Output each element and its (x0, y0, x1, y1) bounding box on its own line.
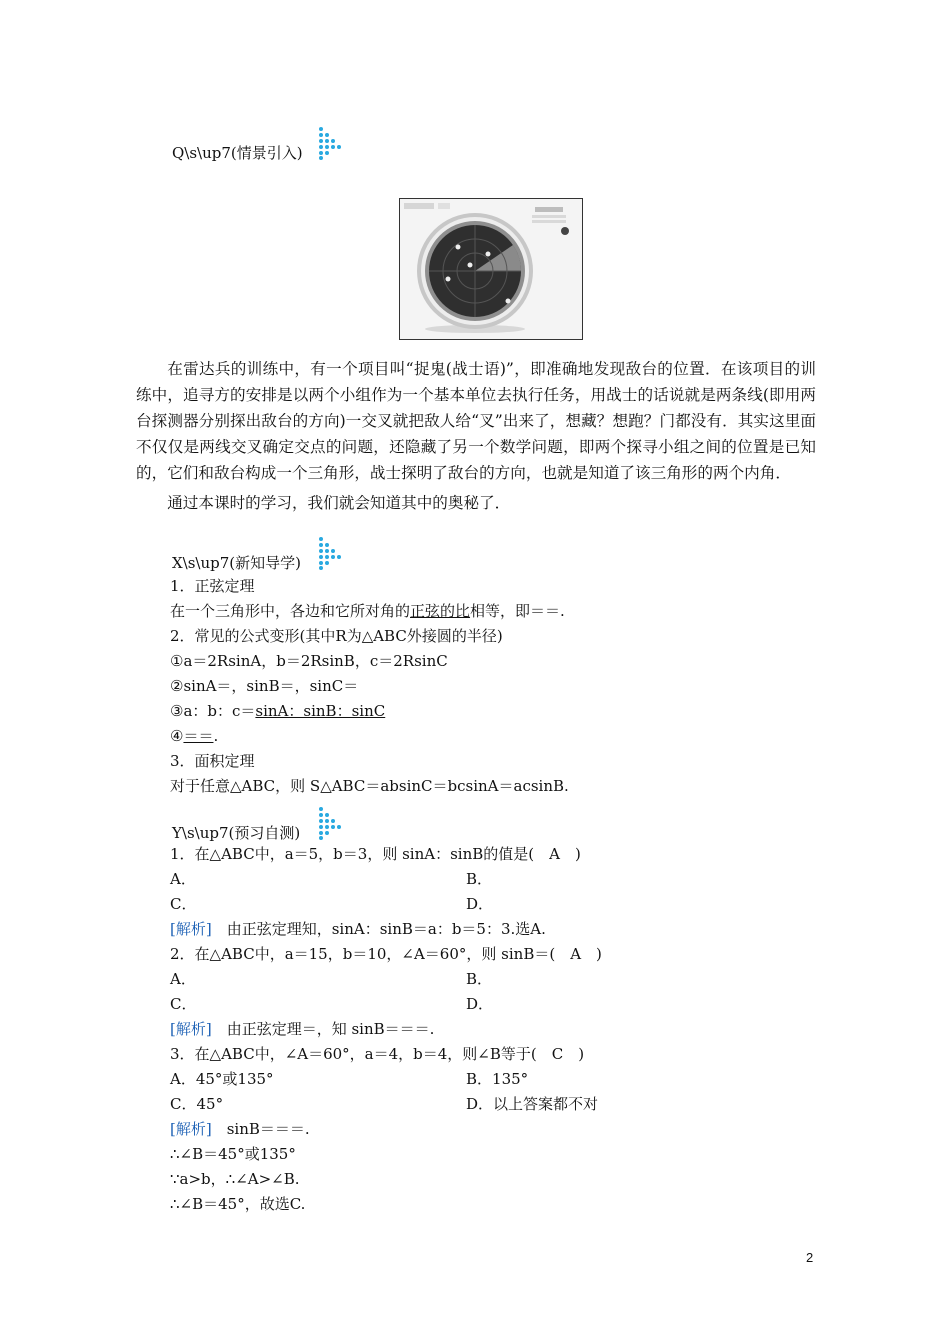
q2-option-d: D． (466, 995, 494, 1013)
underlined-term: sinA：sinB：sinC (255, 702, 386, 720)
text: 相等，即＝＝. (470, 602, 565, 620)
intro-paragraph: 在雷达兵的训练中，有一个项目叫“捉鬼(战士语)”，即准确地发现敌台的位置．在该项目的训练中，追寻方的安排是以两个小组作为一个基本单位去执行任务，用战士的话说就是两条线(即用两台探测器分别探出敌台的方向)一交叉就把敌人给“叉”出来了，想藏？想跑？门都没有．其实这里面不仅仅是两线交叉确定交点的问题，还隐藏了另一个数学问题，即两个探寻小组之间的位置是已知的，它们和敌台构成一个三角形，战士探明了敌台的方向，也就是知道了该三角形的两个内角． (136, 360, 816, 482)
q2-option-c: C． (170, 995, 197, 1013)
q3-option-c: C．45° (170, 1095, 224, 1113)
q3-solution-step-2: ∴∠B＝45°或135° (170, 1145, 296, 1163)
q3-option-d: D．以上答案都不对 (466, 1095, 599, 1113)
triangle-dot-arrow-icon (318, 806, 342, 840)
intro-paragraph: 通过本课时的学习，我们就会知道其中的奥秘了． (167, 494, 511, 512)
q2-option-b: B． (466, 970, 493, 988)
q1-solution (170, 917, 546, 942)
solution-text: 由正弦定理知，sinA：sinB＝a：b＝5：3.选A. (211, 920, 546, 938)
text: . (213, 727, 219, 745)
page-number: 2 (806, 1250, 814, 1265)
underlined-term: ＝＝ (183, 727, 214, 745)
intro-text (136, 356, 816, 516)
text: ③a：b：c＝ (170, 702, 256, 720)
area-theorem-statement: 对于任意△ABC，则 S△ABC＝absinC＝bcsinA＝acsinB. (170, 777, 569, 795)
q3-option-a: A．45°或135° (170, 1070, 274, 1088)
radar-illustration (400, 199, 582, 339)
section-label: X\s\up7(新知导学) (172, 554, 301, 572)
q3-solution (170, 1117, 310, 1142)
text: ④ (170, 727, 184, 745)
question-3: 3．在△ABC中，∠A＝60°，a＝4，b＝4，则∠B等于( C ) (170, 1045, 585, 1063)
formula-2: ②sinA＝，sinB＝，sinC＝ (170, 677, 359, 695)
q1-option-b: B． (466, 870, 493, 888)
formula-3 (170, 699, 385, 724)
q2-solution (170, 1017, 434, 1042)
section-label: Y\s\up7(预习自测) (172, 824, 301, 842)
triangle-dot-arrow-icon (318, 536, 342, 570)
analysis-tag: [解析] (170, 1020, 212, 1038)
q2-option-a: A． (170, 970, 196, 988)
q1-option-d: D． (466, 895, 494, 913)
heading-formula-variants: 2．常见的公式变形(其中R为△ABC外接圆的半径) (170, 627, 503, 645)
q1-option-a: A． (170, 870, 196, 888)
radar-screen-image (399, 198, 583, 340)
heading-sine-law: 1．正弦定理 (170, 577, 255, 595)
q3-option-b: B．135° (466, 1070, 529, 1088)
formula-4 (170, 724, 218, 749)
q1-option-c: C． (170, 895, 197, 913)
solution-text: 由正弦定理＝，知 sinB＝＝＝. (211, 1020, 435, 1038)
q3-solution-step-4: ∴∠B＝45°，故选C. (170, 1195, 306, 1213)
text: 在一个三角形中，各边和它所对角的 (170, 602, 411, 620)
sine-law-statement (170, 599, 565, 624)
section-label: Q\s\up7(情景引入) (172, 144, 303, 162)
q3-solution-step-3: ∵a>b，∴∠A>∠B. (170, 1170, 300, 1188)
question-2: 2．在△ABC中，a＝15，b＝10，∠A＝60°，则 sinB＝( A ) (170, 945, 602, 963)
formula-1: ①a＝2RsinA，b＝2RsinB，c＝2RsinC (170, 652, 448, 670)
heading-area-theorem: 3．面积定理 (170, 752, 255, 770)
solution-text: sinB＝＝＝. (211, 1120, 310, 1138)
analysis-tag: [解析] (170, 920, 212, 938)
triangle-dot-arrow-icon (318, 126, 342, 160)
underlined-term: 正弦的比 (410, 602, 471, 620)
question-1: 1．在△ABC中，a＝5，b＝3，则 sinA：sinB的值是( A ) (170, 845, 581, 863)
analysis-tag: [解析] (170, 1120, 212, 1138)
